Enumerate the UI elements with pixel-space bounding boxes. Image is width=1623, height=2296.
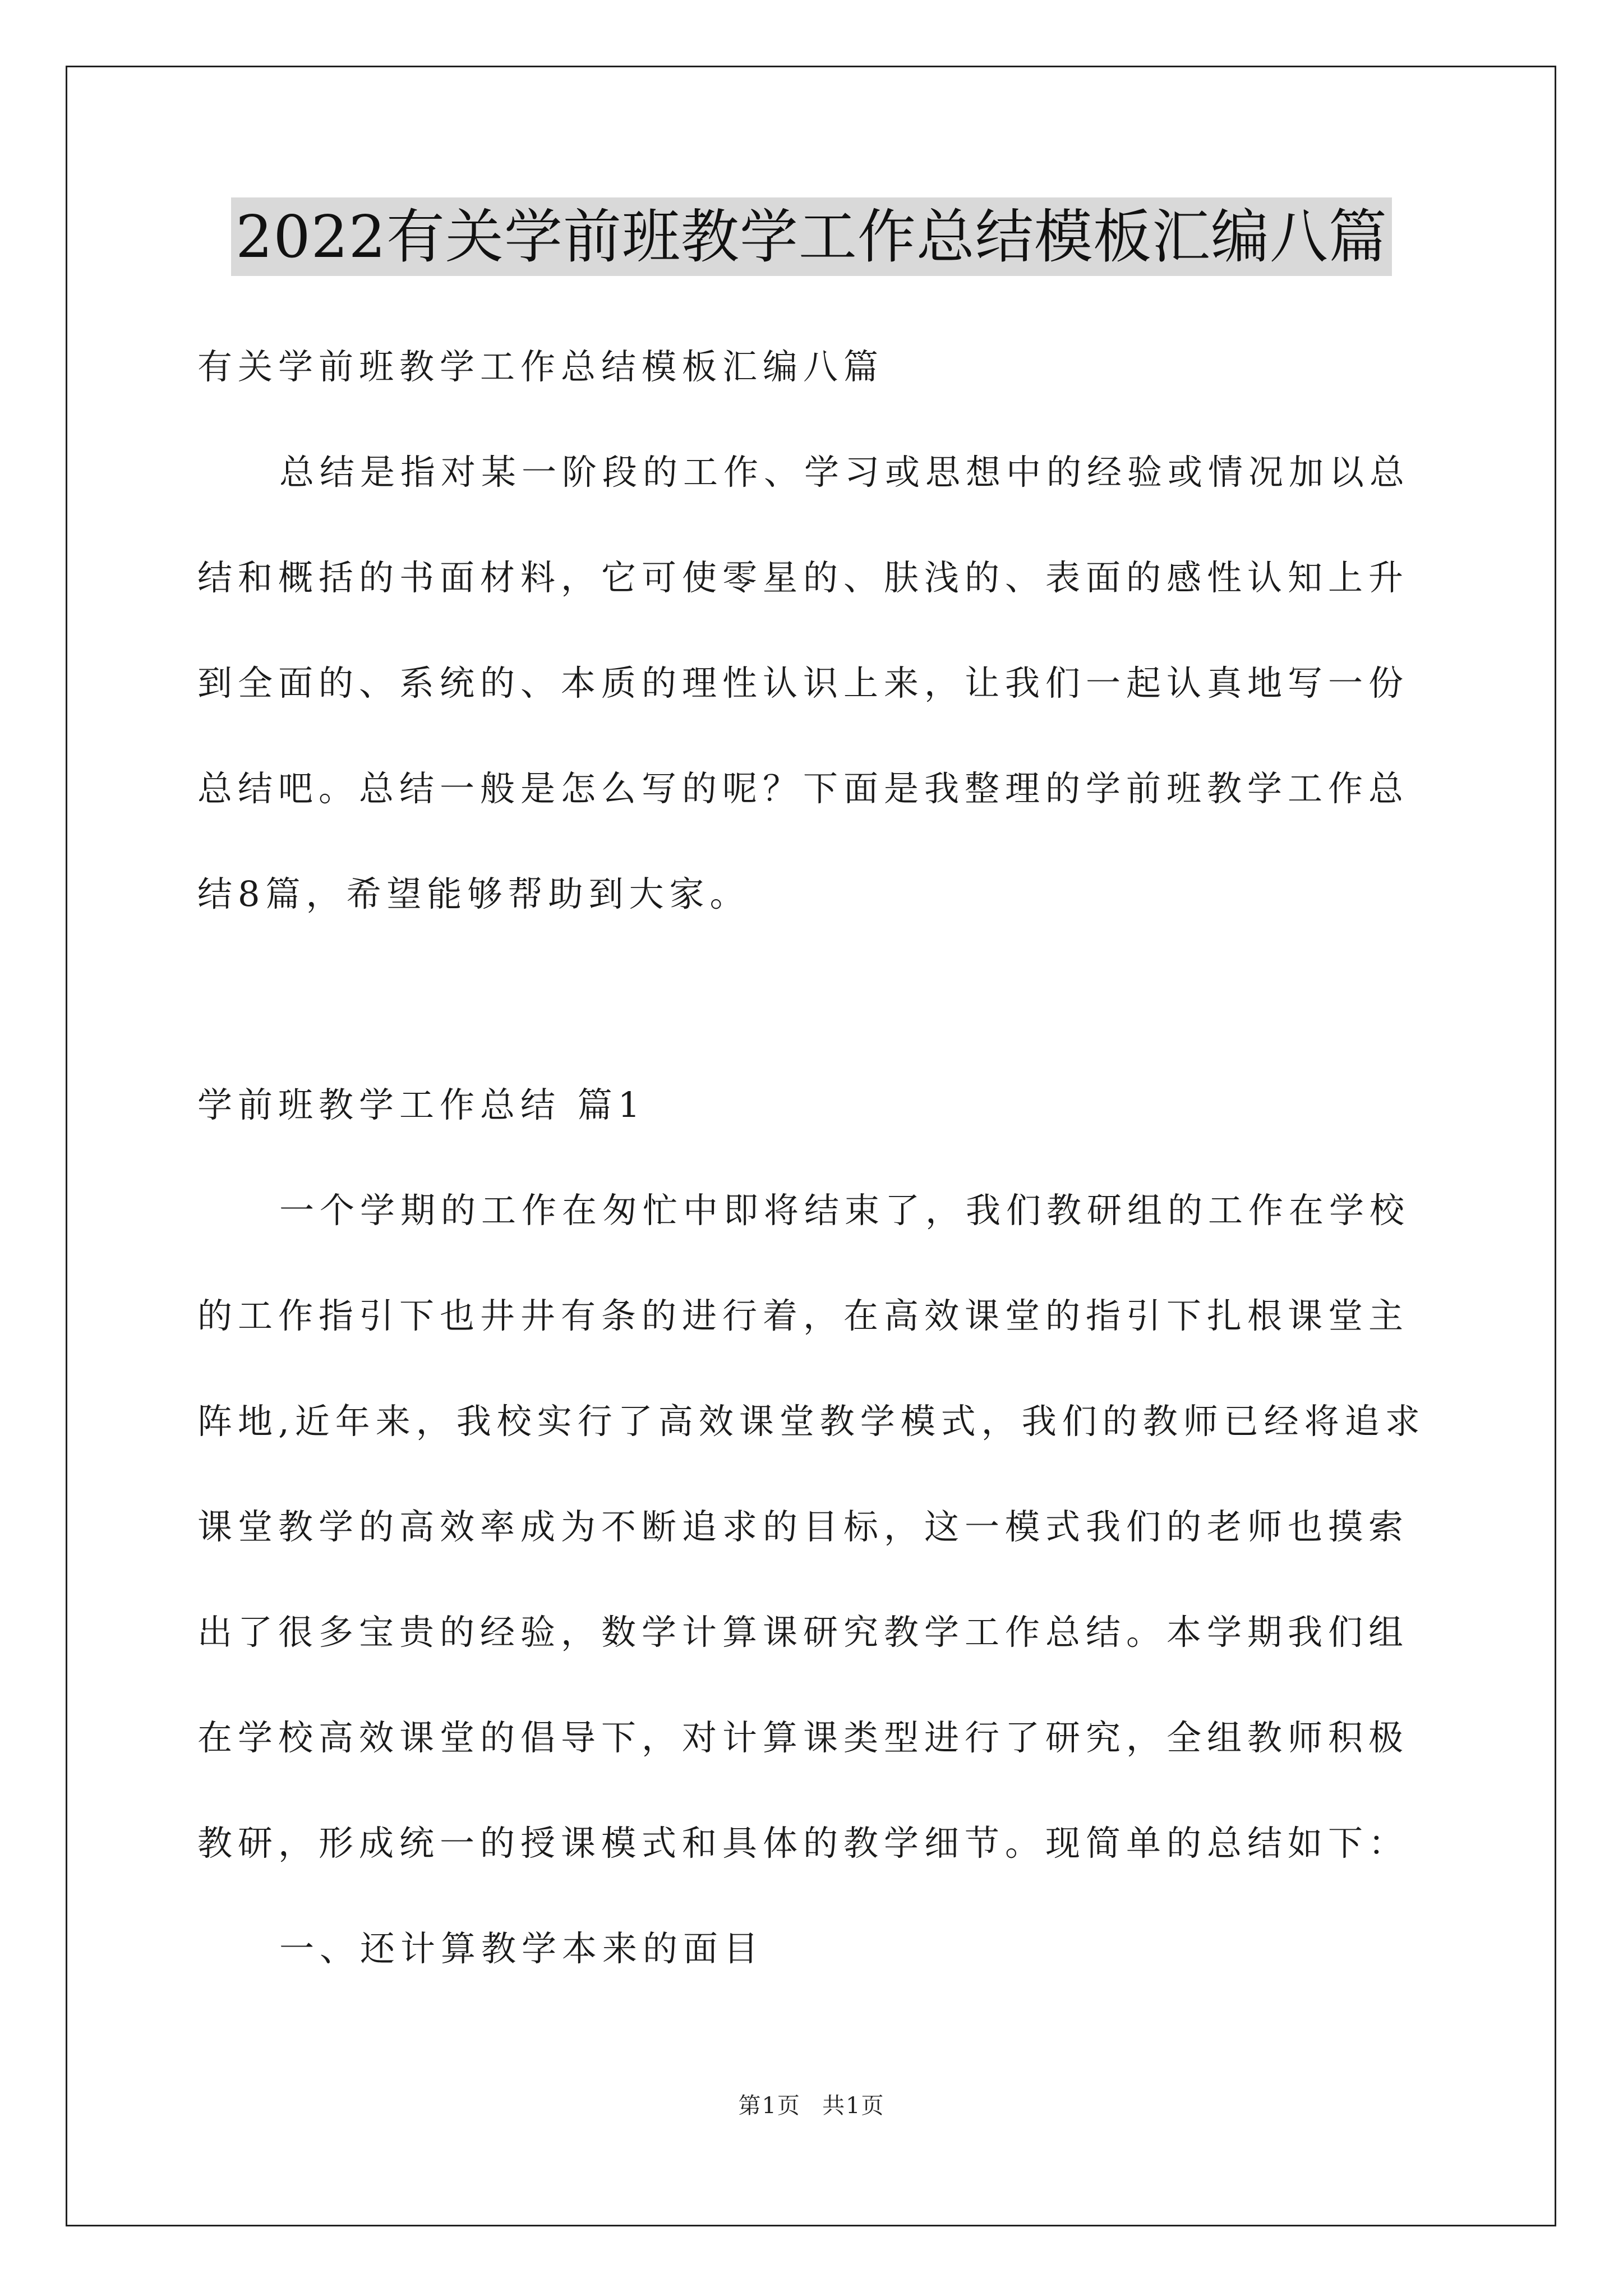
document-title: 2022有关学前班教学工作总结模板汇编八篇 [231,197,1392,276]
blank-line [197,947,1431,1052]
subsection-heading: 一、还计算教学本来的面目 [279,1928,764,1969]
paragraph-line: 结8篇，希望能够帮助到大家。 [197,873,750,914]
paragraph-line: 总结是指对某一阶段的工作、学习或思想中的经验或情况加以总 [279,452,1410,493]
paragraph-line: 总结吧。总结一般是怎么写的呢？下面是我整理的学前班教学工作总 [197,768,1409,809]
document-body [197,314,1431,2001]
paragraph-line: 出了很多宝贵的经验，数学计算课研究教学工作总结。本学期我们组 [197,1612,1409,1653]
paragraph-line: 课堂教学的高效率成为不断追求的目标，这一模式我们的老师也摸索 [197,1506,1409,1547]
paragraph-line: 教研，形成统一的授课模式和具体的教学细节。现简单的总结如下： [197,1823,1409,1864]
paragraph-line: 阵地,近年来，我校实行了高效课堂教学模式，我们的教师已经将追求 [197,1401,1426,1442]
paragraph-line: 到全面的、系统的、本质的理性认识上来，让我们一起认真地写一份 [197,662,1409,703]
page-total: 共1页 [822,2093,885,2119]
page-footer [0,2090,1623,2122]
subtitle-line: 有关学前班教学工作总结模板汇编八篇 [197,346,884,387]
paragraph-line: 结和概括的书面材料，它可使零星的、肤浅的、表面的感性认知上升 [197,557,1409,598]
paragraph-line: 一个学期的工作在匆忙中即将结束了，我们教研组的工作在学校 [279,1190,1410,1231]
title-wrap [0,197,1623,276]
page-number: 第1页 [738,2093,801,2119]
section-heading: 学前班教学工作总结 篇1 [197,1084,646,1125]
paragraph-line: 在学校高效课堂的倡导下，对计算课类型进行了研究，全组教师积极 [197,1717,1409,1758]
paragraph-line: 的工作指引下也井井有条的进行着，在高效课堂的指引下扎根课堂主 [197,1295,1409,1336]
